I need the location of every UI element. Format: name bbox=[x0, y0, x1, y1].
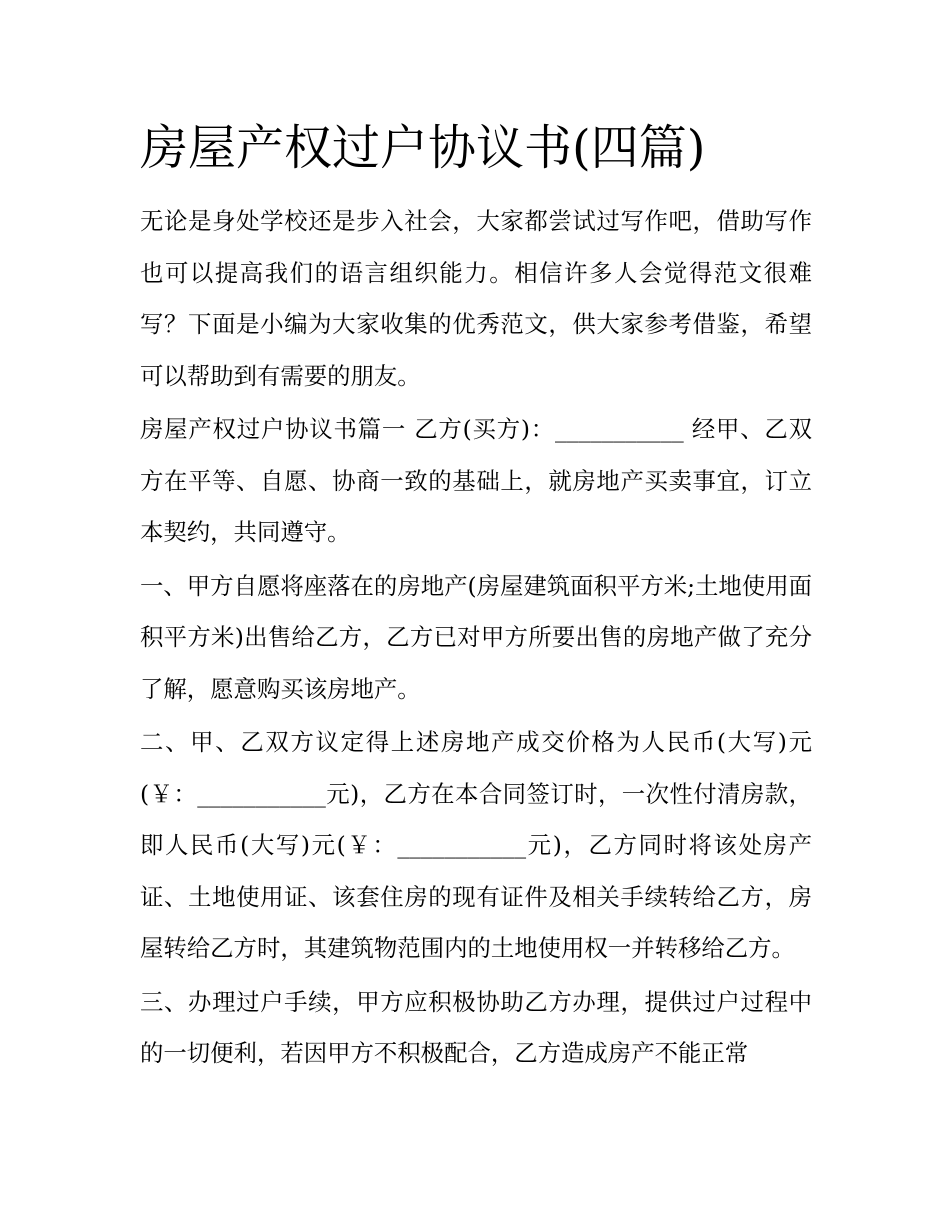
document-title: 房屋产权过户协议书(四篇) bbox=[140, 120, 706, 176]
agreement-opening-paragraph: 房屋产权过户协议书篇一 乙方(买方)：___________ 经甲、乙双方在平等、自愿、协商一致的基础上，就房地产买卖事宜，订立本契约，共同遵守。 bbox=[140, 415, 812, 546]
clause-two-paragraph: 二、甲、乙双方议定得上述房地产成交价格为人民币(大写)元(￥：___________元)，乙方在本合同签订时，一次性付清房款，即人民币(大写)元(￥：___________元)，乙方同时将该处房产证、土地使用证、该套住房的现有证件及相关手续转给乙方，房屋转给乙方时，其建筑物范围内的土地使用权一并转移给乙方。 bbox=[140, 728, 812, 962]
clause-one-paragraph: 一、甲方自愿将座落在的房地产(房屋建筑面积平方米;土地使用面积平方米)出售给乙方，乙方已对甲方所要出售的房地产做了充分了解，愿意购买该房地产。 bbox=[140, 571, 812, 703]
clause-three-paragraph: 三、办理过户手续，甲方应积极协助乙方办理，提供过户过程中的一切便利，若因甲方不积极配合，乙方造成房产不能正常 bbox=[140, 987, 812, 1067]
document-body bbox=[140, 196, 812, 1082]
intro-paragraph: 无论是身处学校还是步入社会，大家都尝试过写作吧，借助写作也可以提高我们的语言组织能力。相信许多人会觉得范文很难写？下面是小编为大家收集的优秀范文，供大家参考借鉴，希望可以帮助到有需要的朋友。 bbox=[140, 207, 812, 390]
